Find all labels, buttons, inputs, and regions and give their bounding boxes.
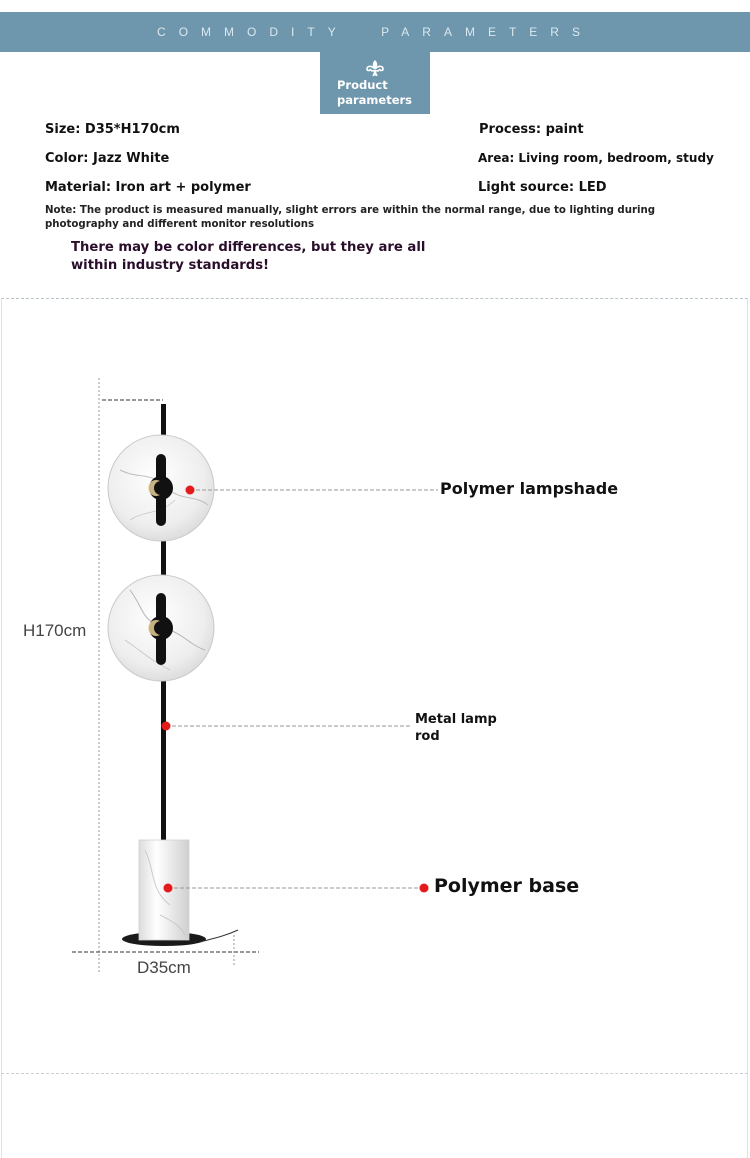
callout-rod-label: Metal lamp rod — [415, 712, 497, 744]
badge-line-1: Product — [337, 78, 388, 92]
param-process: Process: paint — [479, 122, 584, 137]
banner-title: COMMODITY PARAMETERS — [157, 25, 593, 39]
diameter-label: D35cm — [137, 958, 191, 977]
height-label: H170cm — [23, 621, 87, 640]
callout-base-label: Polymer base — [434, 875, 580, 897]
color-disclaimer: There may be color differences, but they are all within industry standards! — [71, 240, 426, 273]
lower-lampshade — [108, 575, 214, 681]
base-callout-end-marker — [420, 884, 429, 893]
rod-marker — [162, 722, 171, 731]
measurement-note: Note: The product is measured manually, slight errors are within the normal range, due to lighting during photography and different monitor resolutions — [45, 205, 656, 230]
param-light-source: Light source: LED — [478, 180, 607, 195]
param-material: Material: Iron art + polymer — [45, 180, 251, 195]
param-color: Color: Jazz White — [45, 151, 170, 166]
lampshade-marker — [186, 486, 195, 495]
param-size: Size: D35*H170cm — [45, 122, 180, 137]
param-area: Area: Living room, bedroom, study — [478, 151, 714, 165]
polymer-base — [122, 840, 238, 946]
badge-line-2: parameters — [337, 93, 413, 107]
base-marker — [164, 884, 173, 893]
upper-lampshade — [108, 435, 214, 541]
callout-lampshade-label: Polymer lampshade — [440, 479, 619, 498]
